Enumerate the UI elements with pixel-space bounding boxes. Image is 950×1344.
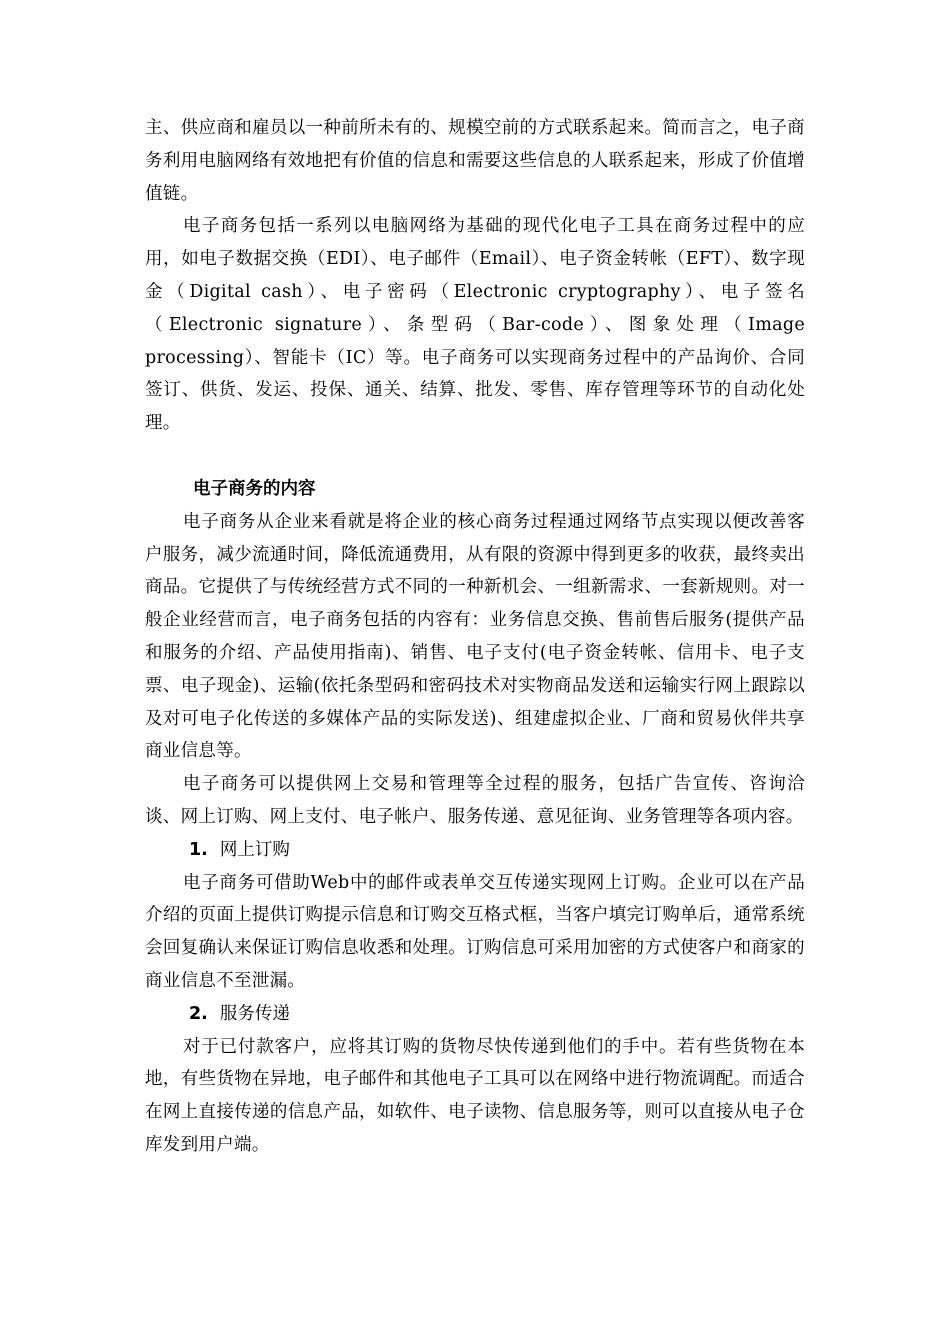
list-item-number: 2. [189, 1003, 208, 1024]
paragraph-ecommerce-content: 电子商务从企业来看就是将企业的核心商务过程通过网络节点实现以便改善客户服务，减少流通时间，降低流通费用，从有限的资源中得到更多的收获，最终卖出商品。它提供了与传统经营方式不同的一种新机会、一组新需求、一套新规则。对一般企业经营而言，电子商务包括的内容有：业务信息交换、售前售后服务(提供产品和服务的介绍、产品使用指南)、销售、电子支付(电子资金转帐、信用卡、电子支票、电子现金)、运输(依托条型码和密码技术对实物商品发送和运输实行网上跟踪以及对可电子化传送的多媒体产品的实际发送)、组建虚拟企业、厂商和贸易伙伴共享商业信息等。 [145, 511, 805, 762]
paragraph-service-delivery: 对于已付款客户，应将其订购的货物尽快传递到他们的手中。若有些货物在本地，有些货物在异地，电子邮件和其他电子工具可以在网络中进行物流调配。而适合在网上直接传递的信息产品，如软件、电子读物、信息服务等，则可以直接从电子仓库发到用户端。 [145, 1036, 805, 1155]
document-body [145, 112, 805, 1162]
section-heading: 电子商务的内容 [193, 478, 316, 499]
list-item-label: 服务传递 [219, 1003, 290, 1024]
list-item-label: 网上订购 [219, 839, 290, 860]
list-item-number: 1. [189, 839, 208, 860]
paragraph-ecommerce-tools: 电子商务包括一系列以电脑网络为基础的现代化电子工具在商务过程中的应用，如电子数据交换（EDI）、电子邮件（Email）、电子资金转帐（EFT）、数字现金（Digital cash）、电子密码（Electronic cryptography）、电子签名（Electronic signature）、条型码（Bar-code）、图象处理（Image processing）、智能卡（IC）等。电子商务可以实现商务过程中的产品询价、合同签订、供货、发运、投保、通关、结算、批发、零售、库存管理等环节的自动化处理。 [145, 216, 805, 434]
paragraph-ecommerce-services: 电子商务可以提供网上交易和管理等全过程的服务，包括广告宣传、咨询洽谈、网上订购、网上支付、电子帐户、服务传递、意见征询、业务管理等各项内容。 [145, 774, 805, 827]
list-item-online-ordering [145, 834, 805, 867]
paragraph-continuation: 主、供应商和雇员以一种前所未有的、规模空前的方式联系起来。简而言之，电子商务利用电脑网络有效地把有价值的信息和需要这些信息的人联系起来，形成了价值增值链。 [145, 118, 805, 204]
list-item-service-delivery [145, 998, 805, 1031]
paragraph-online-ordering: 电子商务可借助Web中的邮件或表单交互传递实现网上订购。企业可以在产品介绍的页面上提供订购提示信息和订购交互格式框，当客户填完订购单后，通常系统会回复确认来保证订购信息收悉和处理。订购信息可采用加密的方式使客户和商家的商业信息不至泄漏。 [145, 872, 805, 991]
